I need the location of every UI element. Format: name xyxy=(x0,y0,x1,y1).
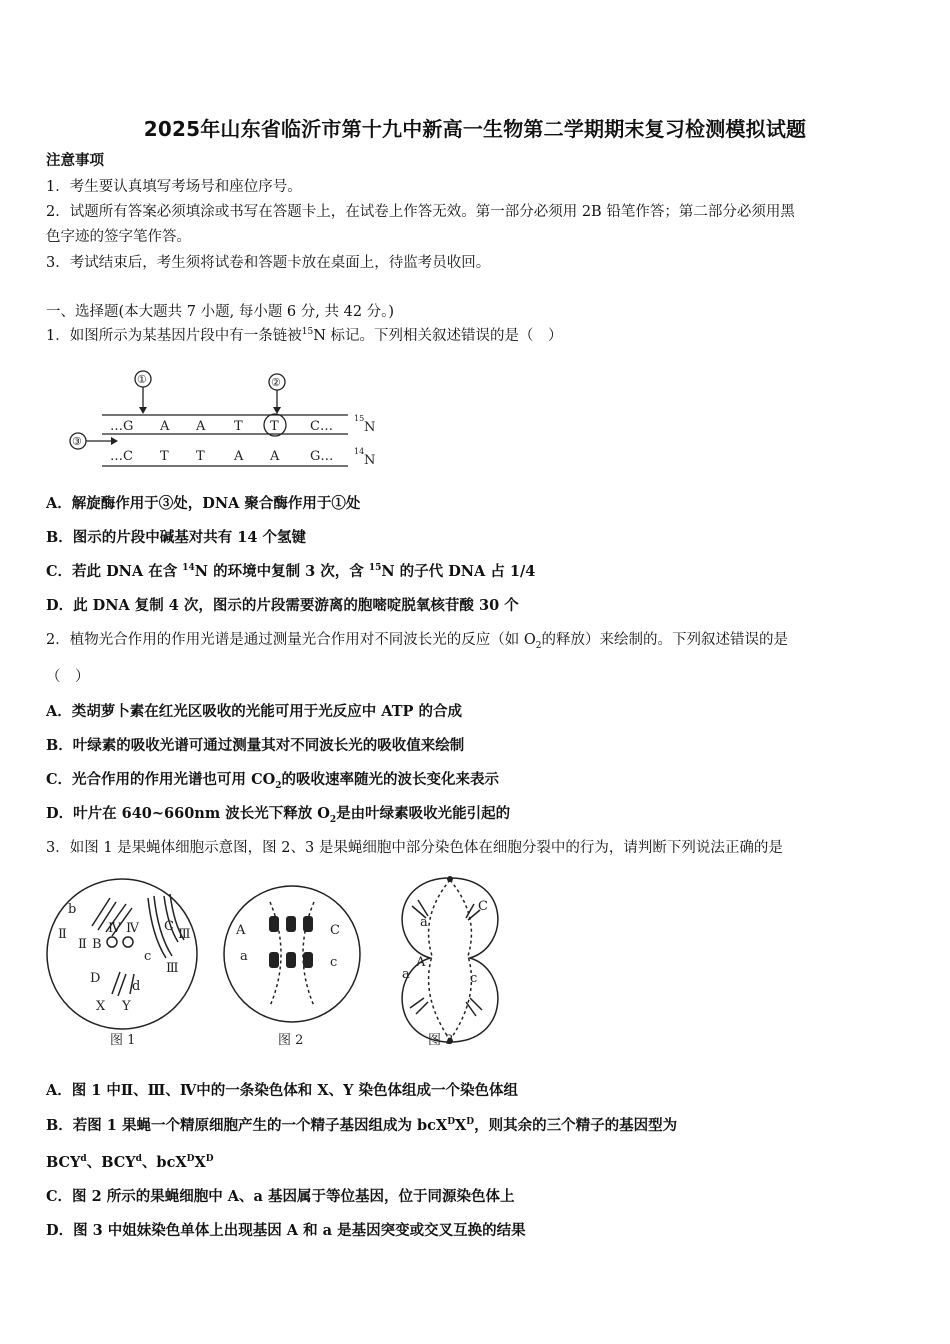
q1-option-a: A．解旋酶作用于③处，DNA 聚合酶作用于①处 xyxy=(46,495,361,512)
q1-stem-a: 1．如图所示为某基因片段中有一条链被 xyxy=(46,328,302,344)
q3-b2-s2: d xyxy=(135,1154,142,1165)
fig3-caption: 图 3 xyxy=(428,1033,454,1048)
fig1-label-IV-1: Ⅳ xyxy=(108,921,121,936)
fig3-spindle-left xyxy=(429,880,450,1040)
q1-c-sup2: 15 xyxy=(368,563,382,574)
q2-stem-sub: 2 xyxy=(535,640,542,651)
fig1-label-II-1: Ⅱ xyxy=(58,927,67,942)
fig1-label-III-1: Ⅲ xyxy=(178,927,191,942)
fig3-centrosome-top xyxy=(447,876,453,882)
fig3-label-a-top: a xyxy=(420,915,428,930)
marker3-label: ③ xyxy=(72,435,82,448)
fig1-label-c: c xyxy=(144,949,152,964)
section-heading: 一、选择题(本大题共 7 小题, 每小题 6 分, 共 42 分。) xyxy=(46,304,395,320)
fig2-chrom-6 xyxy=(303,952,313,968)
q2-option-c xyxy=(46,770,499,790)
fig1-label-III-2: Ⅲ xyxy=(166,961,179,976)
fig1-chromosome-IV-b xyxy=(123,937,133,947)
fig2-chrom-2 xyxy=(286,916,296,932)
fig2-label-c: c xyxy=(330,955,338,970)
q3-b2-s3: D xyxy=(186,1154,195,1165)
top-base-3: A xyxy=(196,419,206,434)
fig2-label-C: C xyxy=(330,923,340,938)
fig1-chromosome-IV-a xyxy=(107,937,117,947)
marker1-label: ① xyxy=(137,373,147,386)
label-bottom-sup: 14 xyxy=(354,447,365,456)
fig2-label-a: a xyxy=(240,949,248,964)
q3-b-sup1: D xyxy=(447,1117,456,1128)
top-base-4: T xyxy=(234,419,243,434)
q1-stem-sup: 15 xyxy=(301,327,314,338)
marker2-label: ② xyxy=(271,376,281,389)
fig1-label-II-2: Ⅱ xyxy=(78,937,87,952)
q3-b2-s1: d xyxy=(80,1154,87,1165)
q1-option-b: B．图示的片段中碱基对共有 14 个氢键 xyxy=(46,529,307,546)
fig2-caption: 图 2 xyxy=(278,1033,304,1048)
fig1-label-IV-2: Ⅳ xyxy=(126,921,139,936)
q1-c-sup1: 14 xyxy=(182,563,195,574)
fig3-label-a-bottom: a xyxy=(402,967,410,982)
q2-option-b: B．叶绿素的吸收光谱可通过测量其对不同波长光的吸收值来绘制 xyxy=(46,737,465,754)
q2-stem xyxy=(46,630,788,650)
notice-item-1: 1．考生要认真填写考场号和座位序号。 xyxy=(46,179,302,195)
top-base-1: …G xyxy=(110,419,134,434)
fig3-label-c: c xyxy=(470,971,478,986)
bottom-base-3: T xyxy=(196,449,205,464)
fig2-chrom-4 xyxy=(269,952,279,968)
fig1-caption: 图 1 xyxy=(110,1033,136,1048)
q3-chromosome-figures xyxy=(40,866,510,1056)
fig3-label-C: C xyxy=(478,899,488,914)
fig1-label-b: b xyxy=(68,902,77,917)
q1-c-c: N 的子代 DNA 占 1/4 xyxy=(381,563,536,580)
fig1-label-B: B xyxy=(92,937,102,952)
fig3-spindle-right xyxy=(450,880,471,1040)
q3-b-b: X xyxy=(455,1117,467,1134)
q2-option-d xyxy=(46,804,510,824)
bottom-base-6: G… xyxy=(310,449,334,464)
notice-item-2: 2．试题所有答案必须填涂或书写在答题卡上，在试卷上作答无效。第一部分必须用 2B 铅笔作答；第二部分必须用黑 xyxy=(46,204,795,220)
q3-b2-s4: D xyxy=(205,1154,214,1165)
q1-stem xyxy=(46,326,562,346)
fig3-bottom-left-chromosome xyxy=(410,998,428,1014)
q3-b-a: B．若图 1 果蝇一个精原细胞产生的一个精子基因组成为 bcX xyxy=(46,1117,448,1134)
notice-item-3: 3．考试结束后，考生须将试卷和答题卡放在桌面上，待监考员收回。 xyxy=(46,255,491,271)
q3-b2-c: 、bcX xyxy=(141,1154,187,1171)
q1-c-b: N 的环境中复制 3 次，含 xyxy=(194,563,369,580)
q2-stem-a: 2．植物光合作用的作用光谱是通过测量光合作用对不同波长光的反应（如 O xyxy=(46,632,536,648)
q3-stem: 3．如图 1 是果蝇体细胞示意图，图 2、3 是果蝇细胞中部分染色体在细胞分裂中的行为，请判断下列说法正确的是 xyxy=(46,840,783,856)
marker3-arrowhead xyxy=(111,437,118,445)
fig3-label-A: A xyxy=(416,955,426,970)
q3-b2-d: X xyxy=(194,1154,206,1171)
fig2-chrom-1 xyxy=(269,916,279,932)
q3-b2-a: BCY xyxy=(46,1154,81,1171)
marker1-arrowhead xyxy=(139,407,147,414)
fig1-label-d: d xyxy=(132,979,141,994)
q3-b-c: ，则其余的三个精子的基因型为 xyxy=(474,1117,678,1134)
top-base-5: T xyxy=(270,419,279,434)
fig1-label-C: C xyxy=(164,919,174,934)
q2-c-a: C．光合作用的作用光谱也可用 CO xyxy=(46,771,276,788)
q2-d-a: D．叶片在 640~660nm 波长光下释放 O xyxy=(46,805,330,822)
bottom-base-1: …C xyxy=(110,449,133,464)
exam-title: 2025年山东省临沂市第十九中新高一生物第二学期期末复习检测模拟试题 xyxy=(143,117,807,141)
top-base-6: C… xyxy=(310,419,333,434)
notice-item-2-cont: 色字迹的签字笔作答。 xyxy=(46,229,191,245)
fig1-chromosome-X xyxy=(112,972,126,996)
q3-option-d: D．图 3 中姐妹染色单体上出现基因 A 和 a 是基因突变或交叉互换的结果 xyxy=(46,1222,526,1239)
q1-option-c xyxy=(46,562,535,582)
fig2-chrom-3 xyxy=(303,916,313,932)
q2-paren: （ ） xyxy=(46,669,90,685)
fig1-label-Y: Y xyxy=(122,999,131,1014)
bottom-base-2: T xyxy=(160,449,169,464)
q2-d-b: 是由叶绿素吸收光能引起的 xyxy=(336,805,511,822)
q2-stem-b: 的释放）来绘制的。下列叙述错误的是 xyxy=(541,632,788,648)
top-base-2: A xyxy=(160,419,170,434)
q3-option-b-cont xyxy=(46,1153,214,1173)
q2-c-sub: 2 xyxy=(275,780,282,791)
bottom-base-5: A xyxy=(270,449,280,464)
q3-option-c: C．图 2 所示的果蝇细胞中 A、a 基因属于等位基因，位于同源染色体上 xyxy=(46,1188,515,1205)
q1-c-a: C．若此 DNA 在含 xyxy=(46,563,183,580)
q2-c-b: 的吸收速率随光的波长变化来表示 xyxy=(281,771,500,788)
q1-stem-b: N 标记。下列相关叙述错误的是（ ） xyxy=(313,328,563,344)
label-top: N xyxy=(364,420,376,435)
fig2-chrom-5 xyxy=(286,952,296,968)
marker2-arrowhead xyxy=(273,407,281,414)
label-bottom: N xyxy=(364,453,376,468)
bottom-base-4: A xyxy=(234,449,244,464)
fig2-label-A: A xyxy=(236,923,246,938)
label-top-sup: 15 xyxy=(354,414,365,423)
q1-option-d: D．此 DNA 复制 4 次，图示的片段需要游离的胞嘧啶脱氧核苷酸 30 个 xyxy=(46,597,519,614)
q3-option-a: A．图 1 中Ⅱ、Ⅲ、Ⅳ中的一条染色体和 X、Y 染色体组成一个染色体组 xyxy=(46,1082,518,1099)
q1-dna-figure xyxy=(62,365,392,475)
fig1-label-X: X xyxy=(96,999,106,1014)
notice-heading: 注意事项 xyxy=(46,153,104,169)
q3-option-b xyxy=(46,1116,677,1136)
q3-b2-b: 、BCY xyxy=(86,1154,136,1171)
fig1-label-D: D xyxy=(90,971,101,986)
q2-option-a: A．类胡萝卜素在红光区吸收的光能可用于光反应中 ATP 的合成 xyxy=(46,703,462,720)
q3-b-sup2: D xyxy=(466,1117,475,1128)
q2-d-sub: 2 xyxy=(329,814,337,825)
